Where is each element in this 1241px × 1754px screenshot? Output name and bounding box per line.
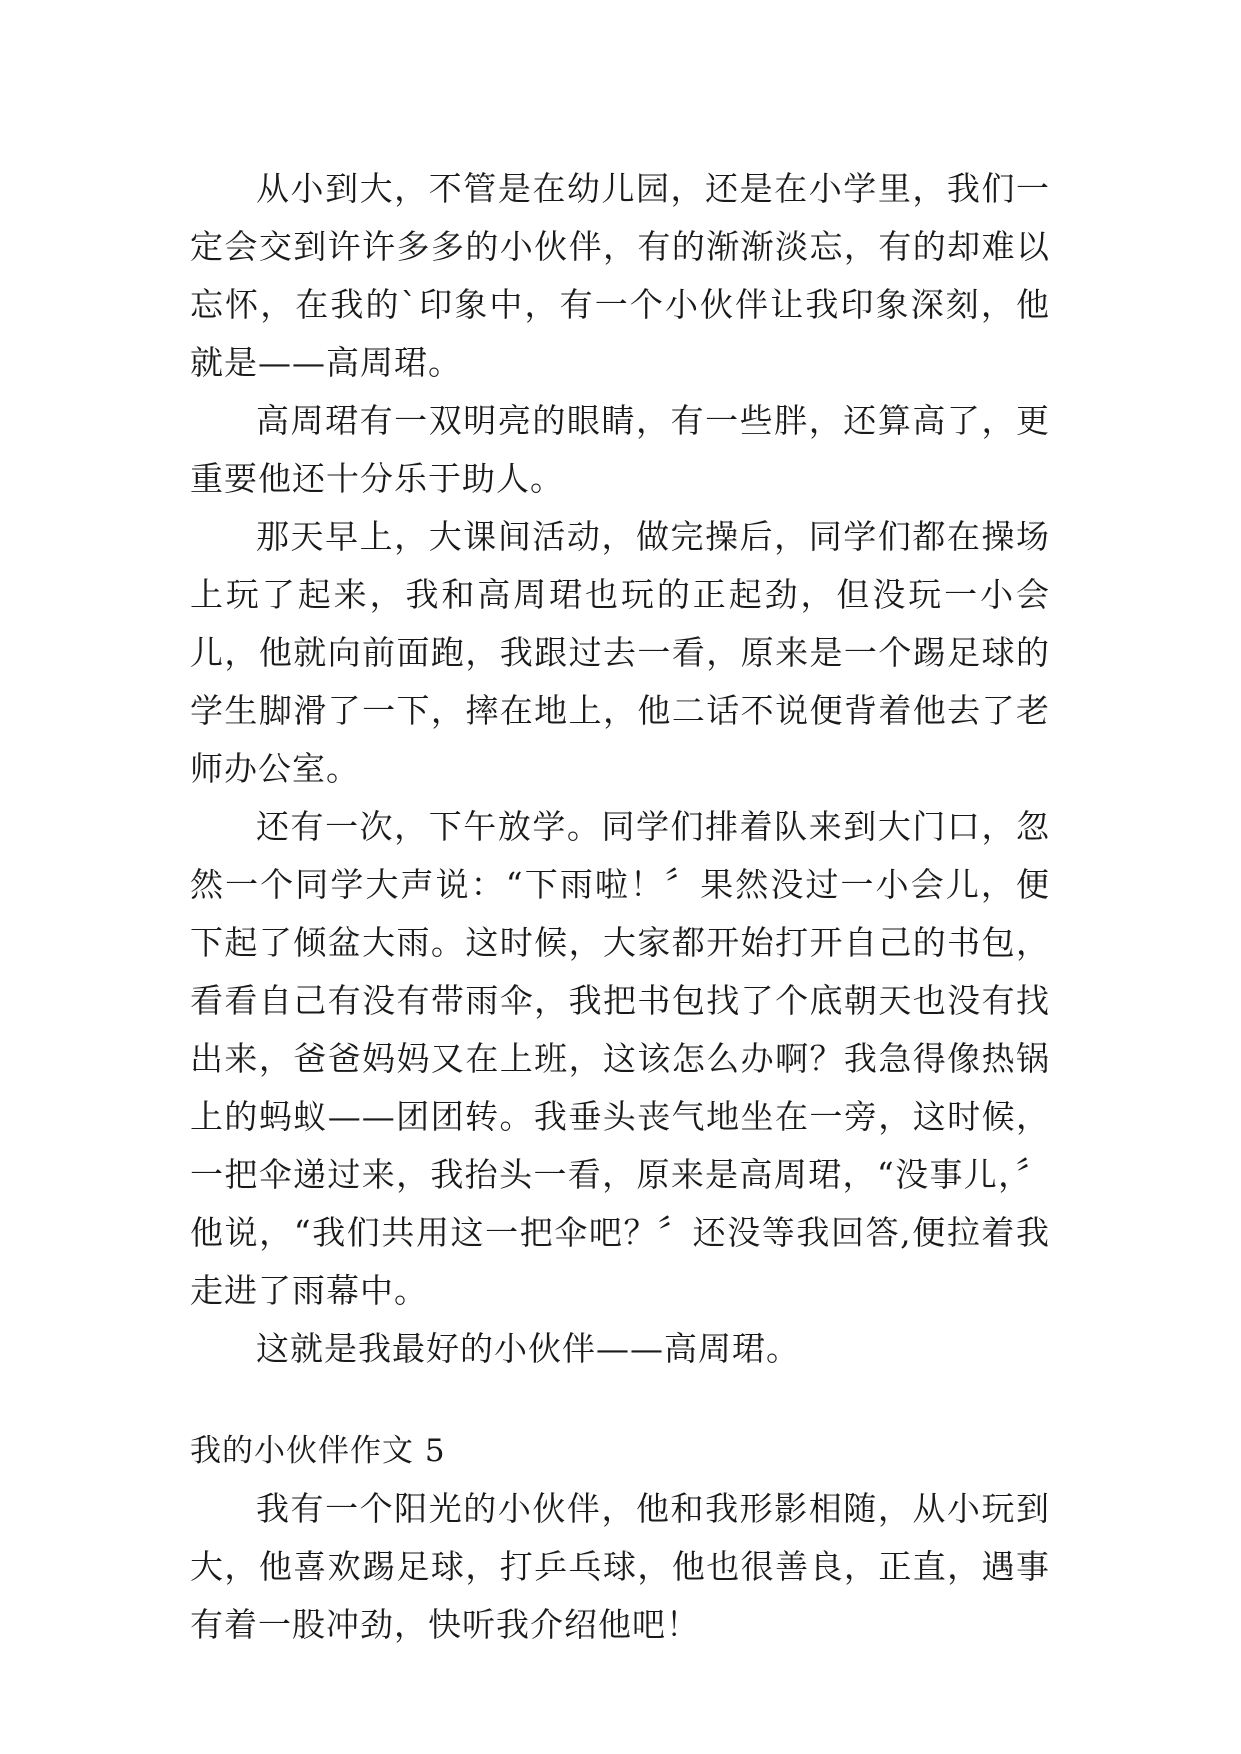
section-title: 我的小伙伴作文 5 (190, 1433, 446, 1469)
document-body (190, 160, 1050, 1654)
paragraph-section-intro: 我有一个阳光的小伙伴，他和我形影相随，从小玩到大，他喜欢踢足球，打乒乓球，他也很善良，正直，遇事有着一股冲劲，快听我介绍他吧！ (190, 1489, 1050, 1644)
paragraph-conclusion: 这就是我最好的小伙伴——高周珺。 (256, 1329, 800, 1368)
paragraph-playground-story: 那天早上，大课间活动，做完操后，同学们都在操场上玩了起来，我和高周珺也玩的正起劲，但没玩一小会儿，他就向前面跑，我跟过去一看，原来是一个踢足球的学生脚滑了一下，摔在地上，他二话不说便背着他去了老师办公室。 (190, 517, 1050, 788)
paragraph-intro: 从小到大，不管是在幼儿园，还是在小学里，我们一定会交到许许多多的小伙伴，有的渐渐淡忘，有的却难以忘怀，在我的`印象中，有一个小伙伴让我印象深刻，他就是——高周珺。 (190, 169, 1050, 382)
paragraph-description: 高周珺有一双明亮的眼睛，有一些胖，还算高了，更重要他还十分乐于助人。 (190, 401, 1050, 498)
paragraph-rain-story: 还有一次，下午放学。同学们排着队来到大门口，忽然一个同学大声说：“下雨啦！〞果然没过一小会儿，便下起了倾盆大雨。这时候，大家都开始打开自己的书包，看看自己有没有带雨伞，我把书包找了个底朝天也没有找出来，爸爸妈妈又在上班，这该怎么办啊？我急得像热锅上的蚂蚁——团团转。我垂头丧气地坐在一旁，这时候，一把伞递过来，我抬头一看，原来是高周珺，“没事儿，〞他说，“我们共用这一把伞吧？〞还没等我回答,便拉着我走进了雨幕中。 (190, 807, 1050, 1310)
